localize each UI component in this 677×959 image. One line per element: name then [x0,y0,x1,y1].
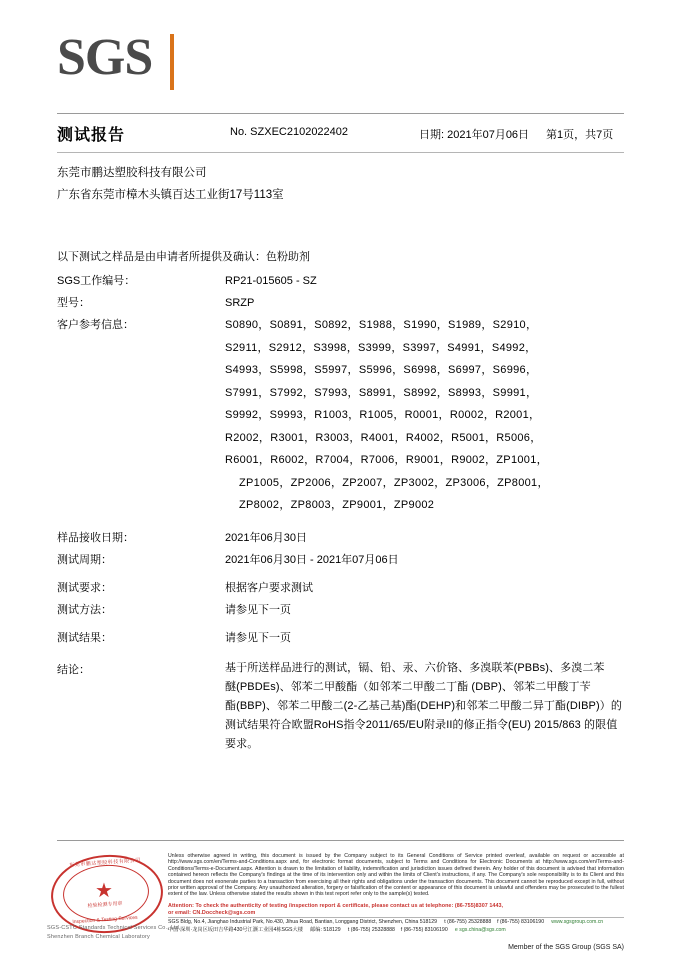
seal-top-text: 东莞市鹏达塑胶科技有限公司 [69,857,141,869]
conclusion-line: 醚(PBDEs)、邻苯二甲酸酯（如邻苯二甲酸二丁酯 (DBP)、邻苯二甲酸丁苄 [225,680,591,693]
report-number: No. SZXEC2102022402 [230,126,349,138]
company-name: 东莞市鹏达塑胶科技有限公司 [57,167,207,179]
attention-note [168,903,624,917]
client-ref-line: S2911，S2912，S3998，S3999，S3997，S4991，S4992， [225,341,537,354]
sgs-logo-text: SGS [57,29,153,86]
field-job-no-label: SGS工作编号： [57,275,136,287]
address-block [168,919,624,934]
fax-en: f (86-755) 83106190 [497,919,545,925]
field-model-value: SRZP [225,297,255,309]
legal-disclaimer: Unless otherwise agreed in writing, this document is issued by the Company subject to its General Conditions of Service printed overleaf, available on request or accessible at http://www.sgs.com/en/Terms-and-Conditions.aspx and, for electronic format documents, subject to Terms and Conditions for Electronic Documents at http://www.sgs.com/en/Terms-and-Conditions/Terms-e-Document.aspx. Attention is drawn to the limitation of liability, indemnification and jurisdiction issues defined therein. Any holder of this document is advised that information contained hereon reflects the Company's findings at the time of its intervention only and within the limits of Client's instructions, if any. The Company's sole responsibility is to its Client and this document does not exonerate parties to a transaction from exercising all their rights and obligations under the transaction documents. This document cannot be reproduced except in full, without prior written approval of the Company. Any unauthorized alteration, forgery or falsification of the content or appearance of this document is unlawful and offenders may be prosecuted to the fullest extent of the law. Unless otherwise stated the results shown in this test report refer only to the sample(s) tested. [168,853,624,898]
field-requirement [57,577,624,599]
field-client-ref-value [225,314,624,517]
client-ref-line: ZP1005，ZP2006，ZP2007，ZP3002，ZP3006，ZP8001， [239,476,549,489]
conclusion-line: 基于所送样品进行的测试，镉、铅、汞、六价铬、多溴联苯(PBBs)、多溴二苯 [225,661,605,674]
lab-entity-line1: SGS-CSTC Standards Technical Services Co., Ltd. [47,925,181,931]
field-received-date [57,527,624,549]
header-divider [57,113,624,114]
company-block [57,162,284,206]
footer-divider [57,840,624,841]
report-date: 日期: 2021年07月06日 [419,129,530,141]
conclusion-line: 酯(BBP)、邻苯二甲酸二(2-乙基己基)酯(DEHP)和邻苯二甲酸二异丁酯(DIBP)）的 [225,699,622,712]
email-cn[interactable]: e sgs.china@sgs.com [454,926,506,933]
postcode-cn: 邮编: 518129 [310,926,341,933]
field-conclusion-value [225,659,624,754]
field-test-period [57,549,624,571]
sgs-logo-accent-bar [170,34,174,90]
address-en: SGS Bldg, No.4, Jianghao Industrial Park, No.430, Jihua Road, Bantian, Longgang District, Shenzhen, China 518129 [168,919,438,925]
field-test-period-value: 2021年06月30日 - 2021年07月06日 [225,553,399,566]
conclusion-line: 测试结果符合欧盟RoHS指令2011/65/EU附录II的修正指令(EU) 2015/863 的限值 [225,718,618,731]
member-note: Member of the SGS Group (SGS SA) [508,944,624,951]
client-ref-line: ZP8002，ZP8003，ZP9001，ZP9002 [239,499,435,511]
field-job-no-value: RP21-015605 - SZ [225,275,317,287]
field-client-ref-label: 客户参考信息： [57,319,134,331]
field-conclusion-label: 结论： [57,663,90,676]
field-result-value: 请参见下一页 [225,631,291,644]
fax-cn: f (86-755) 83106190 [400,926,448,933]
client-ref-line: S0890，S0891，S0892，S1988，S1990，S1989，S2910， [225,319,538,331]
field-received-date-value: 2021年06月30日 [225,531,307,544]
tel-cn: t (86-755) 25328888 [347,926,395,933]
lab-entity-line2: Shenzhen Branch Chemical Laboratory [47,934,151,940]
title-divider [57,152,624,153]
company-seal [47,855,181,940]
field-method-label: 测试方法： [57,603,112,616]
sample-intro: 以下测试之样品是由申请者所提供及确认：色粉助剂 [57,251,310,263]
field-method-value: 请参见下一页 [225,603,291,616]
client-ref-line: R6001，R6002，R7004，R7006，R9001，R9002，ZP1001， [225,454,548,466]
address-row-cn [168,927,624,935]
field-requirement-value: 根据客户要求测试 [225,581,313,594]
title-row [57,122,624,148]
attention-line-2: or email: CN.Doccheck@sgs.com [168,910,256,916]
address-cn: 中国·深圳·龙岗区坂田吉华路430号江灏工业园4栋SGS大楼 [168,926,303,933]
field-result-label: 测试结果： [57,631,112,644]
conclusion-line: 要求。 [225,737,259,750]
field-conclusion [57,659,624,754]
star-icon: ★ [95,880,113,902]
field-result [57,627,624,649]
attention-line-1: Attention: To check the authenticity of testing /inspection report & certificate, please contact us at telephone: (86-755)8307 1443, [168,903,504,909]
field-model [57,292,624,314]
client-ref-line: S7991，S7992，S7993，S8991，S8992，S8993，S9991， [225,386,538,399]
fields-table [57,270,624,754]
field-received-date-label: 样品接收日期： [57,531,134,544]
field-requirement-label: 测试要求： [57,581,112,594]
seal-mid-text: 检验检测专用章 [87,900,123,910]
tel-en: t (86-755) 25328888 [444,919,492,925]
company-address: 广东省东莞市樟木头镇百达工业街17号113室 [57,189,284,201]
page-indicator: 第1页，共7页 [546,129,614,141]
field-test-period-label: 测试周期： [57,553,112,566]
client-ref-line: R2002，R3001，R3003，R4001，R4002，R5001，R5006， [225,431,542,444]
client-ref-line: S9992，S9993，R1003，R1005，R0001，R0002，R2001， [225,409,541,421]
website-en[interactable]: www.sgsgroup.com.cn [551,919,604,925]
client-ref-line: S4993，S5998，S5997，S5996，S6998，S6997，S6996， [225,364,538,376]
page-title: 测试报告 [57,127,126,144]
field-model-label: 型号： [57,297,90,309]
seal-bottom-text: Inspection & Testing Services [72,914,138,926]
field-client-ref [57,314,624,517]
address-row-en [168,919,624,927]
address-divider [168,917,624,918]
sgs-logo [57,30,197,92]
field-method [57,599,624,621]
field-job-no [57,270,624,292]
